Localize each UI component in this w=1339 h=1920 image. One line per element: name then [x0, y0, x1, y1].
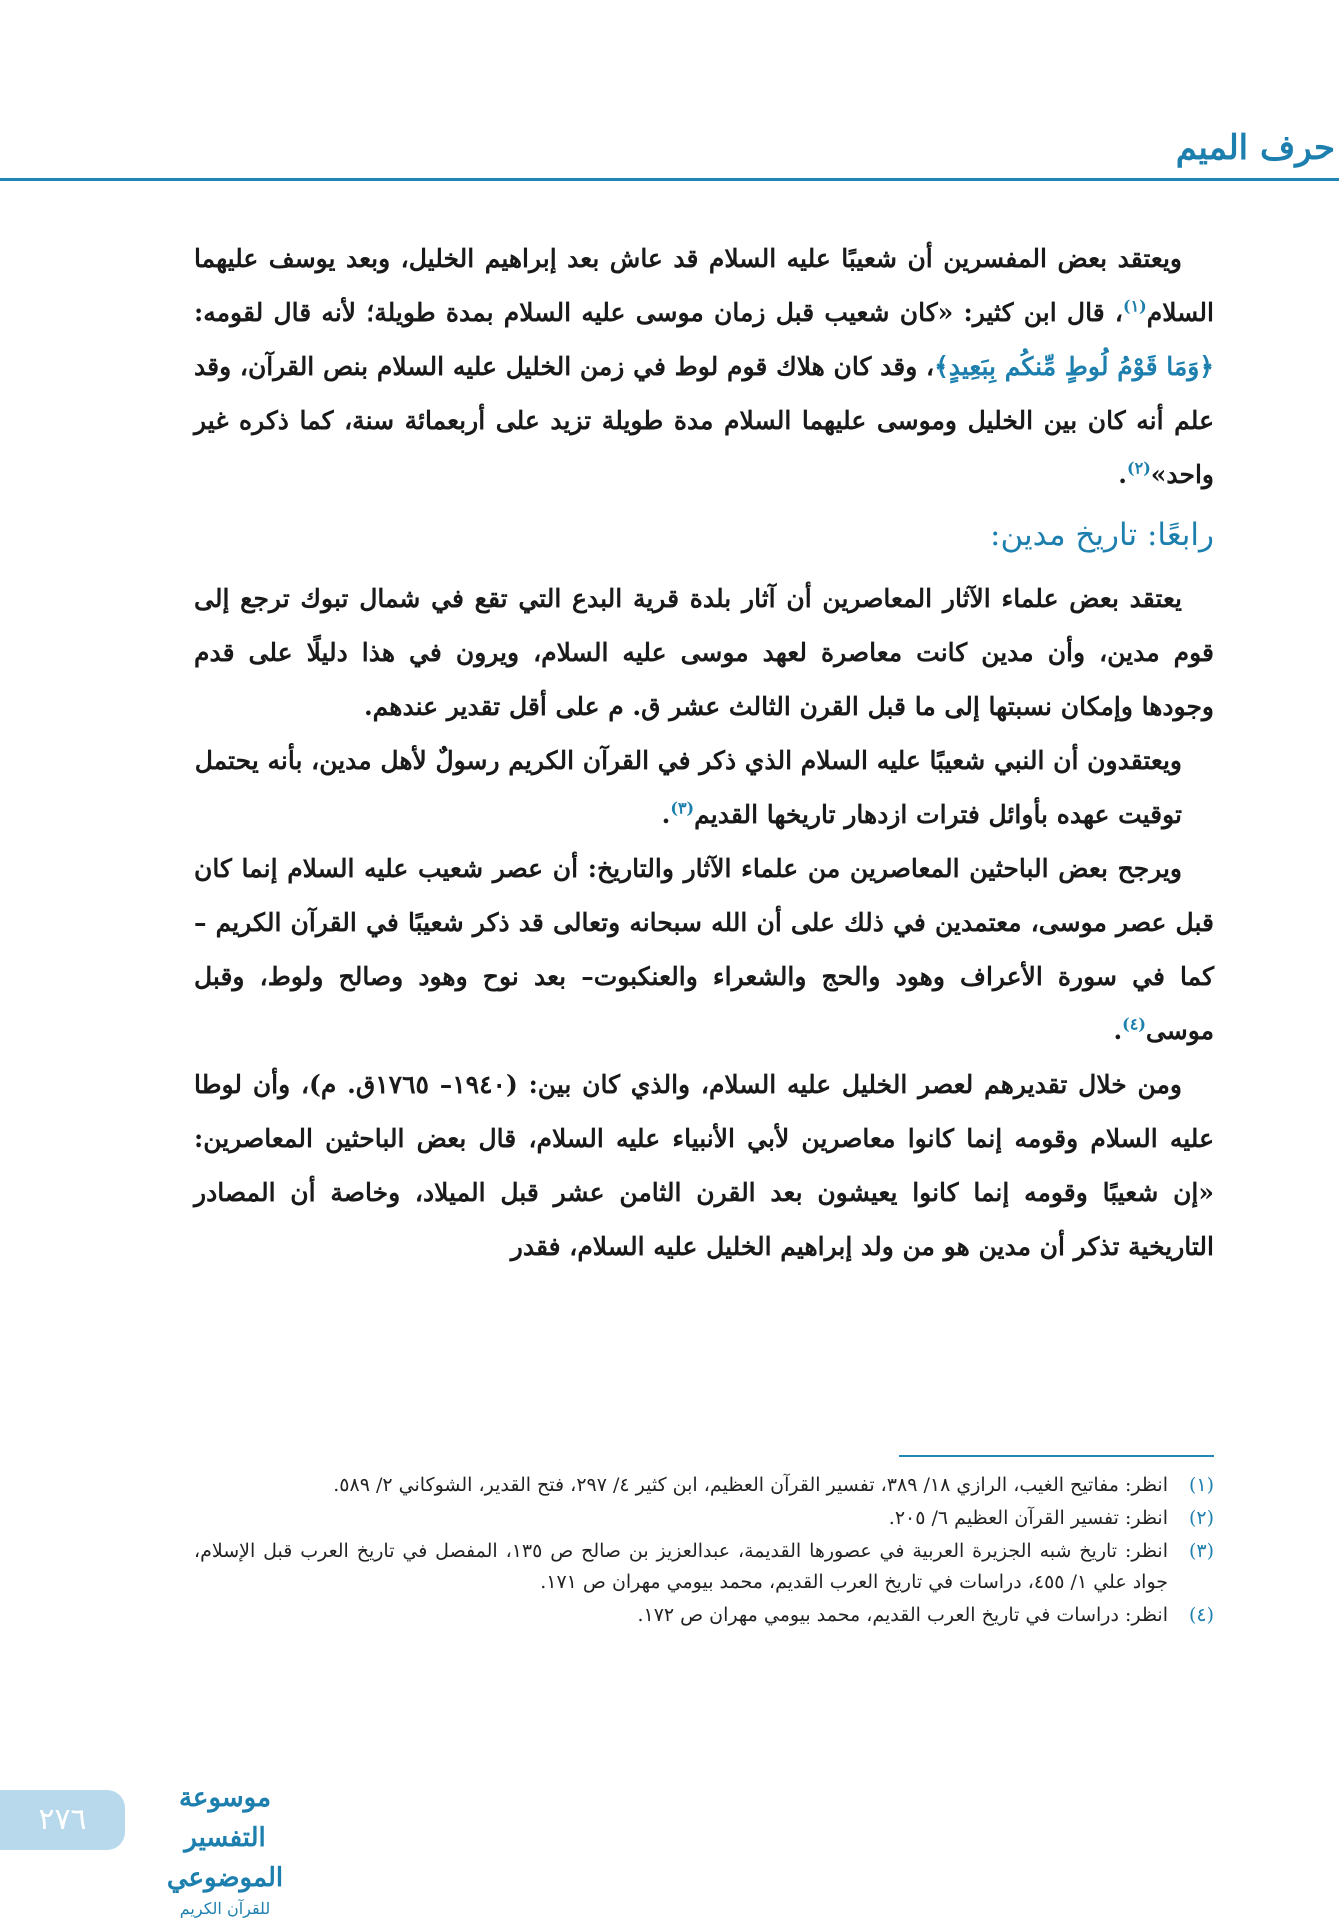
paragraph-4-text: توقيت عهده بأوائل فترات ازدهار تاريخها القديم: [694, 800, 1182, 829]
main-text: [194, 232, 1214, 1274]
footnote-number: (٢): [1188, 1507, 1214, 1529]
logo-subtitle: للقرآن الكريم: [179, 1899, 271, 1918]
paragraph-1-end: .: [1118, 460, 1128, 489]
paragraph-1-text-c: ، وقد كان هلاك قوم لوط في زمن الخليل عليه السلام بنص القرآن، وقد علم أنه كان بين الخليل وموسى عليهما السلام مدة طويلة تزيد على أربعمائة سنة، كما ذكره غير واحد»: [194, 352, 1214, 489]
paragraph-4-end: .: [661, 800, 671, 829]
footnote-item: [194, 1470, 1214, 1501]
page-header: [0, 110, 1339, 180]
footnote-text: انظر: دراسات في تاريخ العرب القديم، محمد بيومي مهران ص ١٧٢.: [637, 1604, 1168, 1626]
footnote-ref-4[interactable]: (٤): [1122, 1014, 1146, 1034]
footnote-ref-2[interactable]: (٢): [1127, 458, 1151, 478]
footnote-number: (١): [1188, 1474, 1214, 1496]
paragraph-6: ومن خلال تقديرهم لعصر الخليل عليه السلام، والذي كان بين: (١٩٤٠– ١٧٦٥ق. م)، وأن لوطا عليه السلام وقومه إنما كانوا معاصرين لأبي الأنبياء عليه السلام، قال بعض الباحثين المعاصرين: «إن شعيبًا وقومه إنما كانوا يعيشون بعد القرن الثامن عشر قبل الميلاد، وخاصة أن المصادر التاريخية تذكر أن مدين هو من ولد إبراهيم الخليل عليه السلام، فقدر: [194, 1070, 1214, 1261]
paragraph-1-text-a: ويعتقد بعض المفسرين أن شعيبًا عليه السلام قد عاش بعد إبراهيم الخليل، وبعد يوسف عليهما السلام: [194, 244, 1214, 327]
footnote-item: [194, 1503, 1214, 1534]
page-number: ٢٧٦: [38, 1802, 87, 1837]
paragraph-3: ويعتقدون أن النبي شعيبًا عليه السلام الذي ذكر في القرآن الكريم رسولٌ لأهل مدين، بأنه يحتمل: [194, 746, 1182, 775]
quran-verse: ﴿وَمَا قَوْمُ لُوطٍ مِّنكُم بِبَعِيدٍ﴾: [934, 352, 1214, 381]
paragraph-1: [194, 232, 1214, 502]
footnote-ref-3[interactable]: (٣): [670, 798, 695, 818]
paragraph-5-end: .: [1113, 1016, 1123, 1045]
footnote-text: انظر: مفاتيح الغيب، الرازي ١٨/ ٣٨٩، تفسير القرآن العظيم، ابن كثير ٤/ ٢٩٧، فتح القدير، الشوكاني ٢/ ٥٨٩.: [333, 1474, 1168, 1496]
paragraph-2: يعتقد بعض علماء الآثار المعاصرين أن آثار بلدة قرية البدع التي تقع في شمال تبوك ترجع إلى قوم مدين، وأن مدين كانت معاصرة لعهد موسى عليه السلام، ويرون في هذا دليلًا على قدم وجودها وإمكان نسبتها إلى ما قبل القرن الثالث عشر ق. م على أقل تقدير عندهم.: [194, 584, 1214, 721]
section-heading: رابعًا: تاريخ مدين:: [990, 517, 1214, 553]
footnote-item: [194, 1600, 1214, 1631]
chapter-title: حرف الميم: [1175, 128, 1335, 168]
footnote-item: [194, 1536, 1214, 1598]
footnote-ref-1[interactable]: (١): [1122, 296, 1147, 316]
footnote-separator: [899, 1455, 1214, 1457]
footnote-text: انظر: تفسير القرآن العظيم ٦/ ٢٠٥.: [888, 1507, 1168, 1529]
logo-title: موسوعة التفسير الموضوعي: [166, 1783, 284, 1893]
footnote-text: انظر: تاريخ شبه الجزيرة العربية في عصورها القديمة، عبدالعزيز بن صالح ص ١٣٥، المفصل في تاريخ العرب قبل الإسلام، جواد علي ١/ ٤٥٥، دراسات في تاريخ العرب القديم، محمد بيومي مهران ص ١٧١.: [194, 1540, 1168, 1593]
footnote-number: (٣): [1188, 1540, 1214, 1562]
paragraph-4: [194, 788, 1214, 842]
footnote-number: (٤): [1188, 1604, 1214, 1626]
paragraph-5: [194, 842, 1214, 1058]
encyclopedia-logo: [145, 1778, 305, 1918]
footnotes: [194, 1470, 1214, 1633]
header-rule: [0, 178, 1339, 181]
paragraph-1-text-b: ، قال ابن كثير: «كان شعيب قبل زمان موسى عليه السلام بمدة طويلة؛ لأنه قال لقومه:: [194, 298, 1123, 327]
paragraph-5-text: ويرجح بعض الباحثين المعاصرين من علماء الآثار والتاريخ: أن عصر شعيب عليه السلام إنما كان قبل عصر موسى، معتمدين في ذلك على أن الله سبحانه وتعالى قد ذكر شعيبًا في القرآن الكريم – كما في سورة الأعراف وهود والحج والشعراء والعنكبوت– بعد نوح وهود وصالح ولوط، وقبل موسى: [194, 854, 1214, 1045]
